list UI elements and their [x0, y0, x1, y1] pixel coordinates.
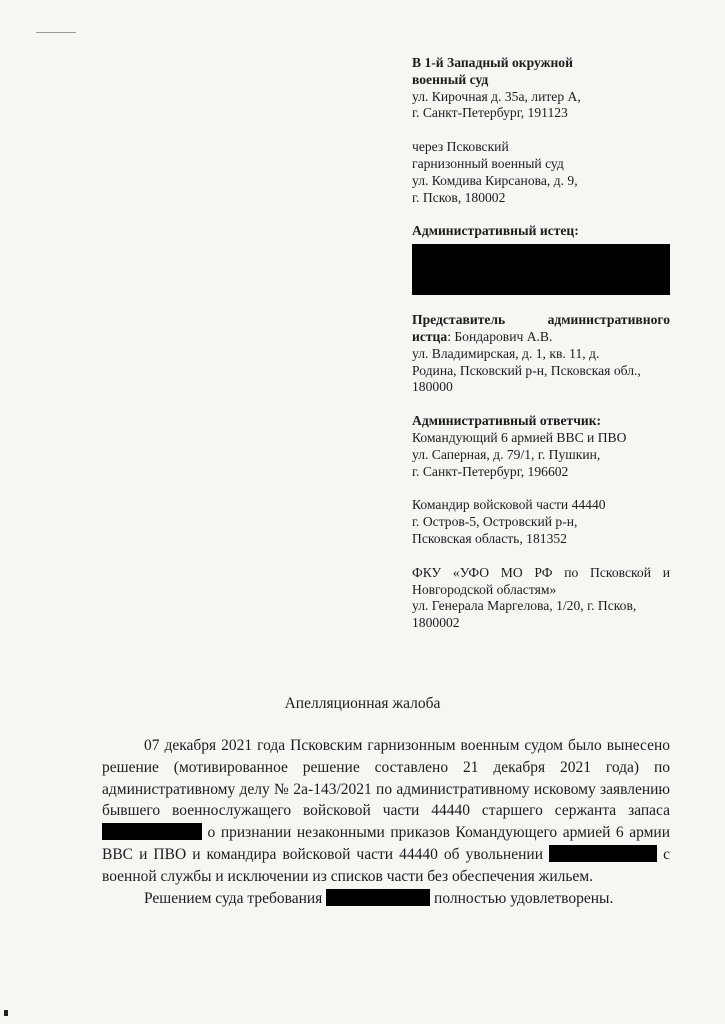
respondent-block — [412, 413, 670, 480]
commander-line1: Командир войсковой части 44440 — [412, 497, 606, 513]
via-address-line2: г. Псков, 180002 — [412, 189, 506, 205]
representative-address-line3: 180000 — [412, 379, 453, 395]
name-redaction-2 — [549, 845, 657, 862]
via-line2: гарнизонный военный суд — [412, 155, 564, 171]
document-body — [102, 735, 670, 909]
commander-line3: Псковская область, 181352 — [412, 530, 567, 546]
body-paragraph-1 — [102, 735, 670, 888]
court-name-line2: военный суд — [412, 71, 489, 87]
court-address-line1: ул. Кирочная д. 35а, литер А, — [412, 88, 581, 104]
fku-block — [412, 565, 670, 632]
representative-address-line1: ул. Владимирская, д. 1, кв. 11, д. — [412, 345, 600, 361]
representative-name: : Бондарович А.В. — [447, 328, 553, 344]
plaintiff-label: Административный истец: — [412, 223, 579, 239]
plaintiff-block — [412, 223, 670, 295]
respondent-line2: ул. Саперная, д. 79/1, г. Пушкин, — [412, 446, 601, 462]
court-address-line2: г. Санкт-Петербург, 191123 — [412, 105, 568, 121]
commander-block — [412, 497, 670, 547]
fku-line3: ул. Генерала Маргелова, 1/20, г. Псков, — [412, 598, 637, 614]
body-p2-part2: полностью удовлетворены. — [430, 889, 614, 907]
plaintiff-redaction — [412, 244, 670, 295]
via-address-line1: ул. Комдива Кирсанова, д. 9, — [412, 172, 578, 188]
respondent-line3: г. Санкт-Петербург, 196602 — [412, 463, 569, 479]
via-line1: через Псковский — [412, 139, 509, 155]
respondent-label: Административный ответчик: — [412, 413, 602, 429]
name-redaction-1 — [102, 823, 202, 840]
respondent-line1: Командующий 6 армией ВВС и ПВО — [412, 429, 627, 445]
scan-edge-mark — [4, 1010, 8, 1016]
representative-address-line2: Родина, Псковский р-н, Псковская обл., — [412, 362, 641, 378]
court-name-line1: В 1-й Западный окружной — [412, 55, 573, 70]
fku-line1: ФКУ «УФО МО РФ по Псковской и — [412, 564, 670, 580]
via-court-block — [412, 139, 670, 206]
body-paragraph-2 — [102, 888, 670, 910]
fku-line4: 1800002 — [412, 615, 460, 631]
body-p2-part1: Решением суда требования — [144, 889, 327, 907]
document-title: Апелляционная жалоба — [284, 695, 441, 712]
representative-block — [412, 312, 670, 396]
court-block — [412, 55, 670, 122]
name-redaction-3 — [326, 889, 430, 906]
representative-label-2: истца — [412, 328, 448, 344]
representative-label: Представитель административного — [412, 312, 670, 328]
body-p1-part3: с военной службы и исключении из списков части без обеспечения жильем. — [102, 845, 670, 885]
body-p1-part2: о признании незаконными приказов Командующего армией 6 армии ВВС и ПВО и командира войсковой части 44440 об увольнении — [102, 824, 670, 863]
addressee-header — [412, 55, 670, 649]
fku-line2: Новгородской областям» — [412, 581, 557, 597]
body-p1-part1: 07 декабря 2021 года Псковским гарнизонным военным судом было вынесено решение (мотивированное решение составлено 21 декабря 2021 года) по административному делу № 2а-143/2021 по административному исковому заявлению бывшего военнослужащего войсковой части 44440 старшего сержанта запаса — [102, 737, 670, 820]
commander-line2: г. Остров-5, Островский р-н, — [412, 514, 578, 530]
scan-mark — [36, 32, 76, 33]
